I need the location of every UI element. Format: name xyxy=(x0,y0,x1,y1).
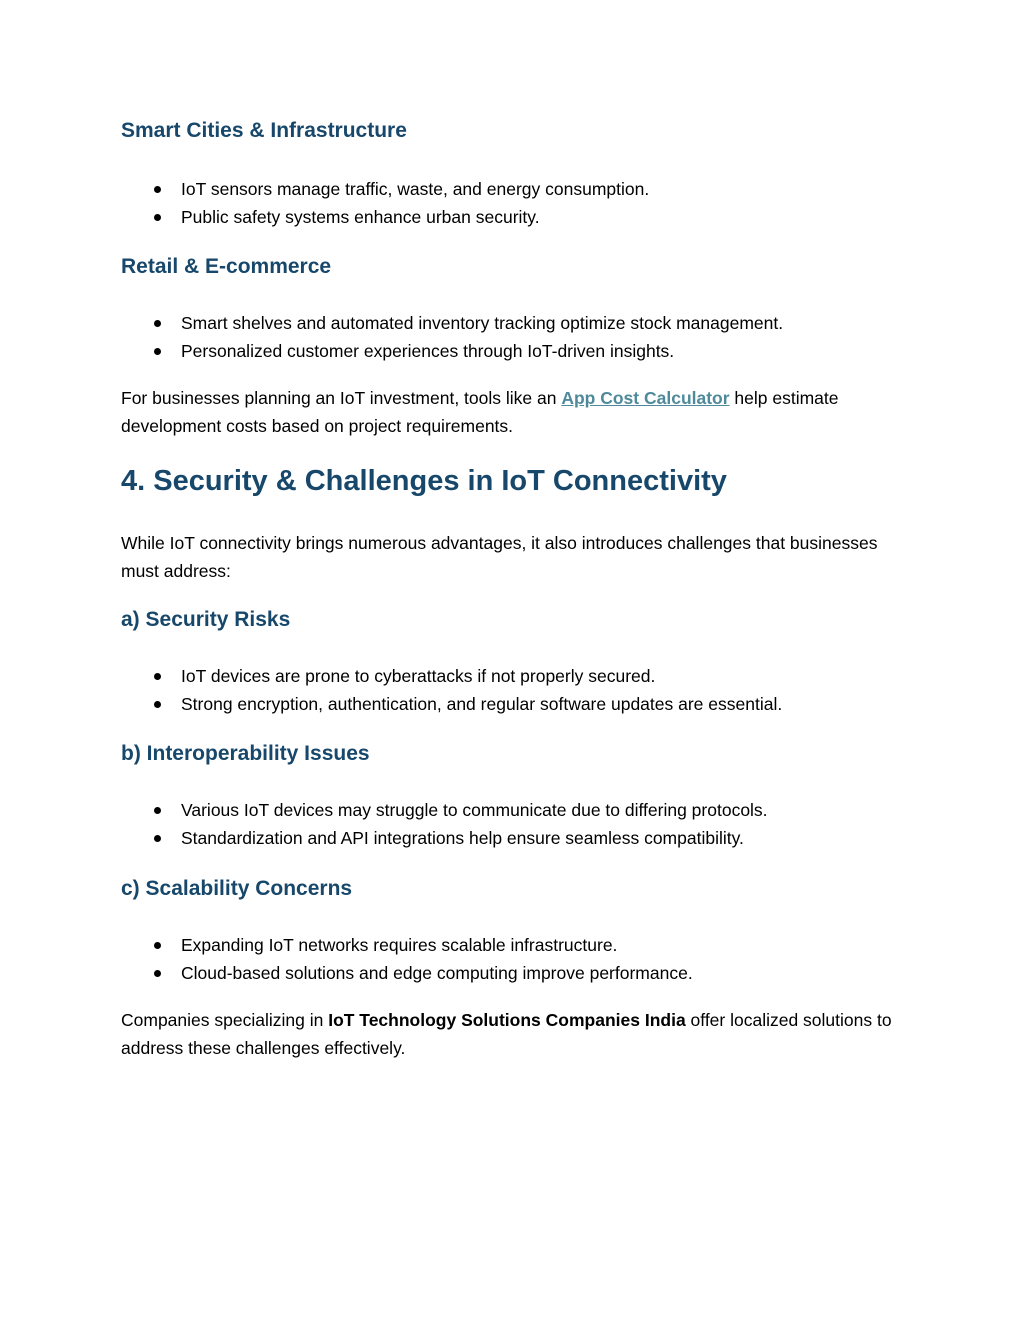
cost-paragraph-text-after: help estimate development costs based on project requirements. xyxy=(121,388,839,436)
bullet-icon xyxy=(154,673,161,680)
list-item xyxy=(121,796,768,824)
bullet-icon xyxy=(154,701,161,708)
list-item-text: Expanding IoT networks requires scalable infrastructure. xyxy=(181,935,618,955)
closing-paragraph xyxy=(121,1006,911,1062)
security-challenges-heading: 4. Security & Challenges in IoT Connectivity xyxy=(121,465,727,497)
list-item xyxy=(121,824,768,852)
interoperability-list xyxy=(121,796,768,852)
list-item xyxy=(121,337,783,365)
section-heading-interoperability: b) Interoperability Issues xyxy=(121,742,370,765)
security-risks-list xyxy=(121,662,782,718)
bullet-icon xyxy=(154,186,161,193)
cost-paragraph-text-before: For businesses planning an IoT investment, tools like an xyxy=(121,388,562,408)
list-item-text: Standardization and API integrations help ensure seamless compatibility. xyxy=(181,828,744,848)
list-item xyxy=(121,309,783,337)
bullet-icon xyxy=(154,320,161,327)
retail-list xyxy=(121,309,783,365)
bullet-icon xyxy=(154,942,161,949)
bullet-icon xyxy=(154,214,161,221)
section-heading-scalability: c) Scalability Concerns xyxy=(121,877,353,900)
iot-companies-india-emphasis: IoT Technology Solutions Companies India xyxy=(328,1010,686,1030)
app-cost-calculator-link[interactable]: App Cost Calculator xyxy=(561,388,730,408)
list-item xyxy=(121,959,693,987)
closing-paragraph-text-before: Companies specializing in xyxy=(121,1010,329,1030)
bullet-icon xyxy=(154,807,161,814)
list-item-text: IoT devices are prone to cyberattacks if not properly secured. xyxy=(181,666,656,686)
list-item xyxy=(121,931,693,959)
list-item xyxy=(121,662,782,690)
list-item-text: Smart shelves and automated inventory tracking optimize stock management. xyxy=(181,313,784,333)
intro-paragraph: While IoT connectivity brings numerous advantages, it also introduces challenges that businesses must address: xyxy=(121,533,878,581)
bullet-icon xyxy=(154,835,161,842)
smart-cities-list xyxy=(121,175,649,231)
list-item-text: Various IoT devices may struggle to communicate due to differing protocols. xyxy=(181,800,768,820)
list-item-text: Cloud-based solutions and edge computing improve performance. xyxy=(181,963,693,983)
section-heading-retail: Retail & E-commerce xyxy=(121,255,332,278)
section-heading-smart-cities: Smart Cities & Infrastructure xyxy=(121,119,407,142)
closing-paragraph-text-after: offer localized solutions to address these challenges effectively. xyxy=(121,1010,892,1058)
list-item xyxy=(121,175,649,203)
bullet-icon xyxy=(154,348,161,355)
cost-paragraph xyxy=(121,384,911,440)
list-item-text: Strong encryption, authentication, and regular software updates are essential. xyxy=(181,694,783,714)
section-heading-security-risks: a) Security Risks xyxy=(121,608,291,631)
list-item-text: Public safety systems enhance urban security. xyxy=(181,207,540,227)
list-item-text: IoT sensors manage traffic, waste, and energy consumption. xyxy=(181,179,650,199)
list-item xyxy=(121,690,782,718)
bullet-icon xyxy=(154,970,161,977)
list-item xyxy=(121,203,649,231)
list-item-text: Personalized customer experiences through IoT-driven insights. xyxy=(181,341,675,361)
scalability-list xyxy=(121,931,693,987)
